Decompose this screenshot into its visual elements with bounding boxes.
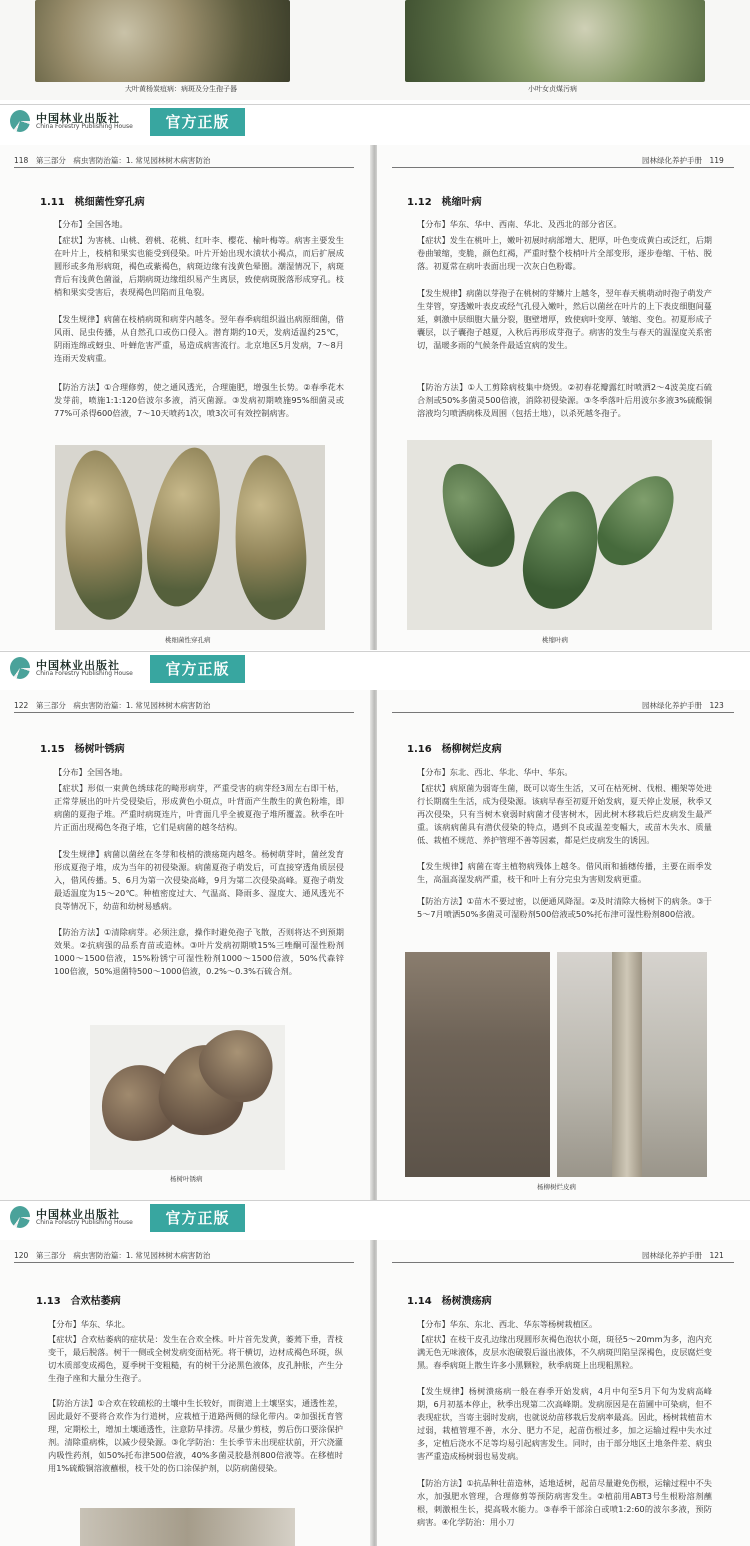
publisher-banner bbox=[0, 1200, 750, 1235]
figure-caption: 桃细菌性穿孔病 bbox=[165, 636, 211, 644]
paragraph-distribution: 【分布】东北、西北、华北、华中、华东。 bbox=[417, 767, 573, 777]
page-118 bbox=[0, 145, 373, 650]
publisher-name-en: China Forestry Publishing House bbox=[36, 123, 133, 130]
figure-caption: 桃缩叶病 bbox=[542, 636, 568, 644]
section-title: 1.15 杨树叶锈病 bbox=[40, 744, 125, 755]
leaf bbox=[427, 452, 528, 577]
figure-peach-leaf-curl bbox=[407, 440, 712, 630]
leaf bbox=[513, 483, 612, 617]
page-number: 118 bbox=[14, 156, 29, 165]
publisher-name-cn: 中国林业出版社 bbox=[36, 1208, 120, 1221]
diseased-leaf bbox=[229, 453, 310, 622]
section-title: 1.14 杨树溃疡病 bbox=[407, 1296, 492, 1307]
paragraph-symptoms: 【症状】在枝干皮孔边缘出现圆形灰褐色泡状小斑，斑径5～20mm为多，泡内充满无色无味液体，皮层水泡破裂后溢出液体，不久病斑凹陷呈深褐色，皮层腐烂变黑。春季病斑上散生许多小黑颗粒，秋季病斑上出现粗黑粒。 bbox=[417, 1334, 712, 1370]
page-number: 123 bbox=[709, 701, 724, 710]
section-title: 1.12 桃缩叶病 bbox=[407, 197, 482, 208]
running-header: 园林绿化养护手册 bbox=[642, 156, 702, 165]
page-number: 122 bbox=[14, 701, 29, 710]
section-title: 1.11 桃细菌性穿孔病 bbox=[40, 197, 145, 208]
publisher-name-en: China Forestry Publishing House bbox=[36, 670, 133, 677]
header-rule bbox=[14, 167, 354, 168]
book-spread-2 bbox=[0, 690, 750, 1200]
publisher-banner bbox=[0, 104, 750, 139]
book-spread-1 bbox=[0, 145, 750, 650]
header-rule bbox=[14, 712, 354, 713]
paragraph-symptoms: 【症状】病原菌为弱寄生菌，既可以寄生生活，又可在枯死树、伐根、棚架等处进行长期腐生生活，成为侵染源。该病早春至初夏开始发病，夏天停止发展，秋季又再次侵染，只有当树木衰弱时病菌才侵害树木，因此树木移栽后烂皮病发生最严重。该病病菌具有潜伏侵染的特点，遇到不良或温差变幅大，或苗木失水、质量低、栽植不规范、养护管理不善等因素，都是烂皮病发生的诱因。 bbox=[417, 783, 712, 845]
diseased-leaf bbox=[139, 443, 231, 611]
running-header: 第三部分 病虫害防治篇：1. 常见园林树木病害防治 bbox=[35, 156, 211, 165]
paragraph-distribution: 【分布】全国各地。 bbox=[54, 767, 128, 777]
figure-caption: 杨树叶锈病 bbox=[170, 1175, 203, 1183]
figure-poplar-rust bbox=[90, 1025, 285, 1170]
paragraph-control: 【防治方法】①人工剪除病枝集中烧毁。②初春花瓣露红时喷洒2～4波美度石硫合剂或50%多菌灵500倍液，消除初侵染源。③冬季落叶后用波尔多液3%硫酸铜溶液均匀喷洒病株及周围（包括土地），以杀死越冬孢子。 bbox=[417, 382, 712, 418]
official-badge: 官方正版 bbox=[150, 1204, 245, 1232]
paragraph-occurrence: 【发生规律】病菌在枝梢病斑和病芽内越冬。翌年春季病组织溢出病原细菌，借风雨、昆虫传播，从自然孔口或伤口侵入。潜育期约10天，发病适温约25℃，阴雨连绵或蚜虫、叶蝉危害严重，易造成病害流行。北京地区5月发病，7～8月连雨天发病重。 bbox=[54, 314, 344, 363]
tree-logo-icon bbox=[10, 1206, 30, 1228]
section-title: 1.13 合欢枯萎病 bbox=[36, 1296, 121, 1307]
paragraph-control: 【防治方法】①合欢在较疏松的土壤中生长较好，而街道上土壤坚实，通透性差，因此最好不要将合欢作为行道树，应栽植于道路两侧的绿化带内。②加强抚育管理，定期松土，增加土壤通透性，注意防旱排涝。尽量少剪枝，剪后伤口要涂保护剂。清除重病株，以减少侵染源。③化学防治：生长季节未出现症状前，开穴浇灌内吸性药剂，如50%托布津500倍液，40%多菌灵胶悬剂800倍液等。在移植时用1%硫酸铜溶液蘸根，枝干处的伤口涂保护剂，以防病菌侵染。 bbox=[48, 1398, 343, 1473]
section-title: 1.16 杨柳树烂皮病 bbox=[407, 744, 502, 755]
page-number: 119 bbox=[709, 156, 724, 165]
paragraph-distribution: 【分布】全国各地。 bbox=[54, 219, 128, 229]
paragraph-symptoms: 【症状】形似一束黄色绣球花的畸形病芽，严重受害的病芽经3周左右即干枯，正常芽展出的叶片受侵染后，形成黄色小斑点，叶背面产生散生的黄色粉堆，即病菌的夏孢子堆。严重时病斑连片，叶背面几乎全被夏孢子堆所覆盖。秋季在叶片正面出现褐色冬孢子堆，它们是病菌的越冬结构。 bbox=[54, 783, 344, 832]
photo-privet-sooty-mold bbox=[405, 0, 705, 82]
running-header: 园林绿化养护手册 bbox=[642, 1251, 702, 1260]
header-rule bbox=[392, 1262, 734, 1263]
photo-caption: 小叶女贞煤污病 bbox=[528, 85, 577, 93]
paragraph-distribution: 【分布】华东、东北、西北、华东等杨树栽植区。 bbox=[417, 1319, 598, 1329]
page-119 bbox=[377, 145, 750, 650]
page-122 bbox=[0, 690, 373, 1200]
official-badge: 官方正版 bbox=[150, 108, 245, 136]
paragraph-control: 【防治方法】①合理修剪，使之通风透光，合理施肥，增强生长势。②春季花木发芽前，喷施1:1:120倍波尔多液，消灭菌源。③发病初期喷施95%细菌灵或77%可杀得600倍液，7～10天喷药1次，喷3次可有效控制病害。 bbox=[54, 382, 344, 418]
figure-bark-closeup bbox=[405, 952, 550, 1177]
page-number: 121 bbox=[709, 1251, 724, 1260]
page-number: 120 bbox=[14, 1251, 29, 1260]
running-header: 第三部分 病虫害防治篇：1. 常见园林树木病害防治 bbox=[35, 701, 211, 710]
publisher-logo bbox=[6, 656, 156, 682]
figure-peach-shot-hole bbox=[55, 445, 325, 630]
photo-leaf-anthracnose bbox=[35, 0, 290, 82]
paragraph-control: 【防治方法】①清除病芽。必须注意，操作时避免孢子飞散，否则将达不到预期效果。②抗病强的品系育苗或造林。③叶片发病初期喷15%三唑酮可湿性粉剂1000～1500倍液，15%粉锈宁可湿性粉剂1000～1500倍液，50%代森锌100倍液，50%退菌特500～1000倍液，0.2%～0.3%石硫合剂。 bbox=[54, 927, 344, 976]
photo-caption: 大叶黄杨炭疽病：病斑及分生孢子器 bbox=[125, 85, 237, 93]
publisher-name-cn: 中国林业出版社 bbox=[36, 659, 120, 672]
book-spread-3 bbox=[0, 1240, 750, 1546]
paragraph-occurrence: 【发生规律】病菌在寄主植物病残体上越冬。借风雨和插穗传播，主要在雨季发生，高温高湿发病严重，枝干和叶上有分完虫为害则发病更重。 bbox=[417, 861, 712, 884]
official-badge: 官方正版 bbox=[150, 655, 245, 683]
publisher-logo bbox=[6, 109, 156, 135]
paragraph-symptoms: 【症状】发生在桃叶上，嫩叶初展时病部增大、肥厚，叶色变成黄白或泛红，后期卷曲皱缩，变脆，颜色红褐，严重时整个枝梢叶片全部变形，逐步卷缩、干枯、脱落。初夏常在病叶表面出现一次灰白色粉霉。 bbox=[417, 235, 712, 271]
top-photo-strip bbox=[0, 0, 750, 100]
paragraph-occurrence: 【发生规律】病菌以菌丝在冬芽和枝梢的溃疡斑内越冬。杨树萌芽时，菌丝发育形成夏孢子堆，成为当年的初侵染源。病菌夏孢子萌发后，可直接穿透角质层侵入，借风传播。5、6月为第一次侵染高峰，9月为第二次侵染高峰。夏孢子萌发最适温度为15～20℃。种植密度过大、气温高、降雨多、湿度大、通风透光不良等情况下，幼苗和幼树易感病。 bbox=[54, 849, 344, 911]
paragraph-symptoms: 【症状】为害桃、山桃、碧桃、花桃、红叶李、樱花、榆叶梅等。病害主要发生在叶片上，枝梢和果实也能受到侵染。叶片开始出现水渍状小褐点，而后扩展成圆形或多角形病斑，褐色或紫褐色，病斑边缘有浅黄色晕圈。潮湿情况下，病斑背后有浅黄色菌溢，后期病斑边缘组织易产生离层，致使病斑脱落形成穿孔。枝梢和果实受害后，表现褐色凹陷而且龟裂。 bbox=[54, 235, 344, 297]
publisher-logo bbox=[6, 1205, 156, 1231]
header-rule bbox=[14, 1262, 354, 1263]
figure-silk-tree-wilt bbox=[80, 1508, 295, 1546]
page-123 bbox=[377, 690, 750, 1200]
paragraph-distribution: 【分布】华东、华中、西南、华北、及西北的部分省区。 bbox=[417, 219, 622, 229]
publisher-banner bbox=[0, 651, 750, 686]
running-header: 第三部分 病虫害防治篇：1. 常见园林树木病害防治 bbox=[35, 1251, 211, 1260]
paragraph-occurrence: 【发生规律】杨树溃疡病一般在春季开始发病，4月中旬至5月下旬为发病高峰期，6月初基本停止，秋季出现第二次高峰期。发病原因是在苗圃中可染病，但不表现症状，当寄主弱时发病，也就说幼苗移栽后发病率最高。因此，杨树栽植苗木过弱，栽植管理不善，水分、肥力不足，起苗伤根过多，加之运输过程中失水过多，定植后浇水不足等均易引起病害发生。同时，由于部分地区土地条件差、病虫害严重造成杨树弱也易发病。 bbox=[417, 1386, 712, 1461]
leaf bbox=[584, 462, 691, 578]
page-121 bbox=[377, 1240, 750, 1546]
publisher-name-cn: 中国林业出版社 bbox=[36, 112, 120, 125]
tree-logo-icon bbox=[10, 657, 30, 679]
page-120 bbox=[0, 1240, 373, 1546]
paragraph-control: 【防治方法】①苗木不要过密，以便通风降湿。②及时清除大杨树下的病条。③于5～7月喷洒50%多菌灵可湿粉剂500倍液或50%托布津可湿性粉剂800倍液。 bbox=[417, 896, 712, 919]
running-header: 园林绿化养护手册 bbox=[642, 701, 702, 710]
header-rule bbox=[392, 167, 734, 168]
paragraph-symptoms: 【症状】合欢枯萎病的症状是：发生在合欢全株。叶片首先发黄，萎蔫下垂，青枝变干，最后脱落。树干一侧或全树发病变面枯死。将干横切，边材成褐色环斑，纵切木质部变成褐色，夏季树干变粗糙，有的树干分泌黑色液体，皮孔肿胀，产生分生孢子座和大量分生孢子。 bbox=[48, 1334, 343, 1383]
publisher-name-en: China Forestry Publishing House bbox=[36, 1219, 133, 1226]
tree-logo-icon bbox=[10, 110, 30, 132]
header-rule bbox=[392, 712, 734, 713]
figure-caption: 杨柳树烂皮病 bbox=[537, 1183, 576, 1191]
paragraph-occurrence: 【发生规律】病菌以芽孢子在桃树的芽鳞片上越冬，翌年春天桃萌动时孢子萌发产生芽管，穿透嫩叶表皮或经气孔侵入嫩叶，然后以菌丝在叶片的上下表皮细胞间蔓延，刺激中层细胞大量分裂，胞壁增厚，致使病叶变厚、皱缩、变色。初夏形成子囊层，以子囊孢子越夏，入秋后再形成芽孢子。病害的发生与春天的温湿度关系密切，温暖多雨的气候条件最适宜病的发生。 bbox=[417, 288, 712, 350]
tree-trunk bbox=[612, 952, 642, 1177]
figure-willow-trunk bbox=[557, 952, 707, 1177]
paragraph-distribution: 【分布】华东、华北。 bbox=[48, 1319, 130, 1329]
paragraph-control: 【防治方法】①抗品种壮苗造林，适地适树，起苗尽量避免伤根，运输过程中不失水，加强肥水管理，合理修剪等预防病害发生。②植前用ABT3号生根粉溶剂蘸根，刺激根生长，提高吸水能力。③春季干部涂白或喷1:2:60的波尔多液，预防病害。④化学防治：用小刀 bbox=[417, 1478, 712, 1527]
diseased-leaf bbox=[56, 447, 148, 624]
